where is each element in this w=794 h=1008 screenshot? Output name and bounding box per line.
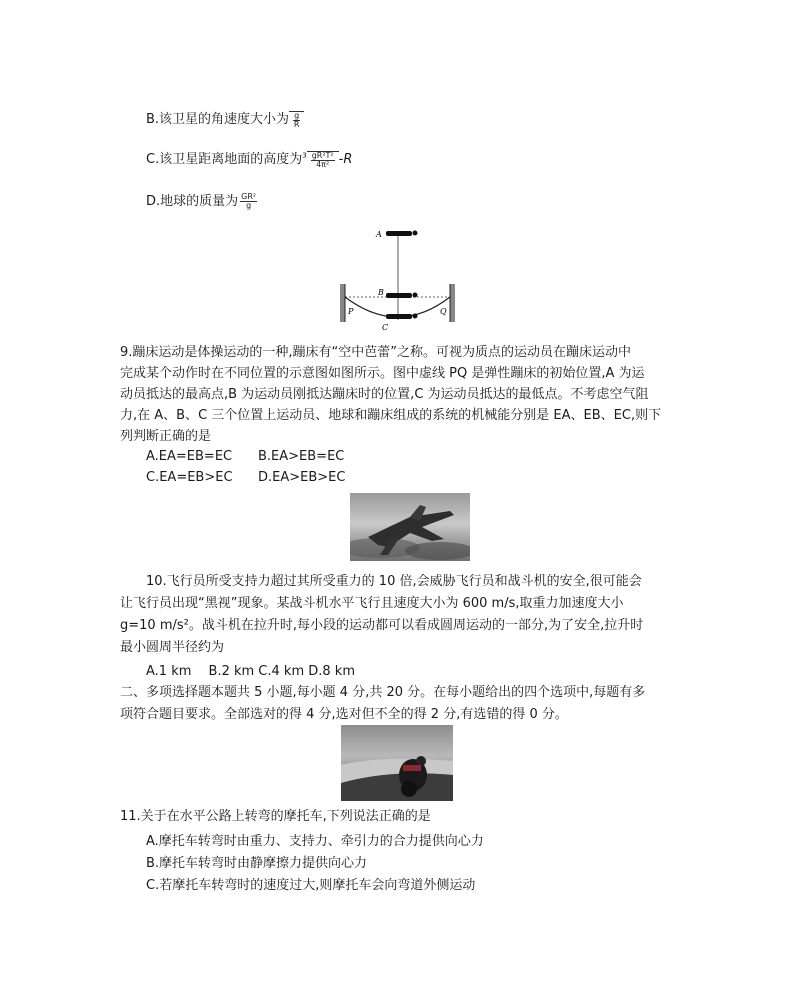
- athlete-c: [386, 314, 412, 319]
- label-a: A: [376, 230, 382, 239]
- q9-option-b: B.EA>EB=EC: [258, 449, 345, 464]
- athlete-a: [386, 231, 412, 236]
- q9-option-d: D.EA>EB>EC: [258, 470, 346, 485]
- q10-line-3: g=10 m/s²。战斗机在拉升时,每小段的运动都可以看成圆周运动的一部分,为了安全,拉升时: [120, 618, 644, 633]
- label-b: B: [378, 288, 384, 297]
- q9-line-4: 力,在 A、B、C 三个位置上运动员、地球和蹦床组成的系统的机械能分别是 EA、EB、EC,则下: [120, 408, 662, 423]
- q9-line-5: 列判断正确的是: [120, 429, 212, 444]
- q9-line-2: 完成某个动作时在不同位置的示意图如图所示。图中虚线 PQ 是弹性蹦床的初始位置,A 为运: [120, 366, 645, 381]
- motorcycle-icon: [341, 725, 453, 801]
- label-c: C: [382, 323, 389, 332]
- q9-option-c: C.EA=EB>EC: [146, 470, 233, 485]
- q11-option-c: C.若摩托车转弯时的速度过大,则摩托车会向弯道外侧运动: [146, 878, 476, 893]
- q11-option-a: A.摩托车转弯时由重力、支持力、牵引力的合力提供向心力: [146, 834, 484, 849]
- jet-icon: [350, 493, 470, 561]
- athlete-b: [386, 293, 412, 298]
- label-p: P: [348, 307, 354, 316]
- q11-stem: 11.关于在水平公路上转弯的摩托车,下列说法正确的是: [120, 809, 431, 824]
- trampoline-diagram: [336, 222, 460, 334]
- q8-option-b: B.该卫星的角速度大小为 $\frac{g}{R}$: [146, 108, 304, 129]
- fighter-jet-photo: [350, 493, 470, 561]
- q10-options: A.1 km B.2 km C.4 km D.8 km: [146, 664, 355, 679]
- section2-line-1: 二、多项选择题本题共 5 小题,每小题 4 分,共 20 分。在每小题给出的四个选项中,每题有多: [120, 685, 646, 700]
- label-q: Q: [440, 307, 447, 316]
- sqrt-symbol: $\frac{g}{R}$: [289, 111, 304, 129]
- q8-option-d: D.地球的质量为 $\frac{\text{GR²}}{g}$: [146, 192, 257, 210]
- section2-line-2: 项符合题目要求。全部选对的得 4 分,选对但不全的得 2 分,有选错的得 0 分。: [120, 707, 568, 722]
- q9-line-3: 动员抵达的最高点,B 为运动员刚抵达蹦床时的位置,C 为运动员抵达的最低点。不考虑空气阻: [120, 387, 649, 402]
- q9-option-a: A.EA=EB=EC: [146, 449, 233, 464]
- q10-line-2: 让飞行员出现“黑视”现象。某战斗机水平飞行且速度大小为 600 m/s,取重力加速度大小: [120, 596, 624, 611]
- q11-option-b: B.摩托车转弯时由静摩擦力提供向心力: [146, 856, 368, 871]
- motorcycle-photo: [341, 725, 453, 801]
- q8-option-c: C.该卫星距离地面的高度为$^3$ $\frac{\text{gR²T²}}{\text{4π²}}$ -R: [146, 150, 353, 169]
- q10-line-1: 10.飞行员所受支持力超过其所受重力的 10 倍,会威胁飞行员和战斗机的安全,很可能会: [146, 574, 642, 589]
- q10-line-4: 最小圆周半径约为: [120, 640, 225, 655]
- q9-line-1: 9.蹦床运动是体操运动的一种,蹦床有“空中芭蕾”之称。可视为质点的运动员在蹦床运动中: [120, 345, 632, 360]
